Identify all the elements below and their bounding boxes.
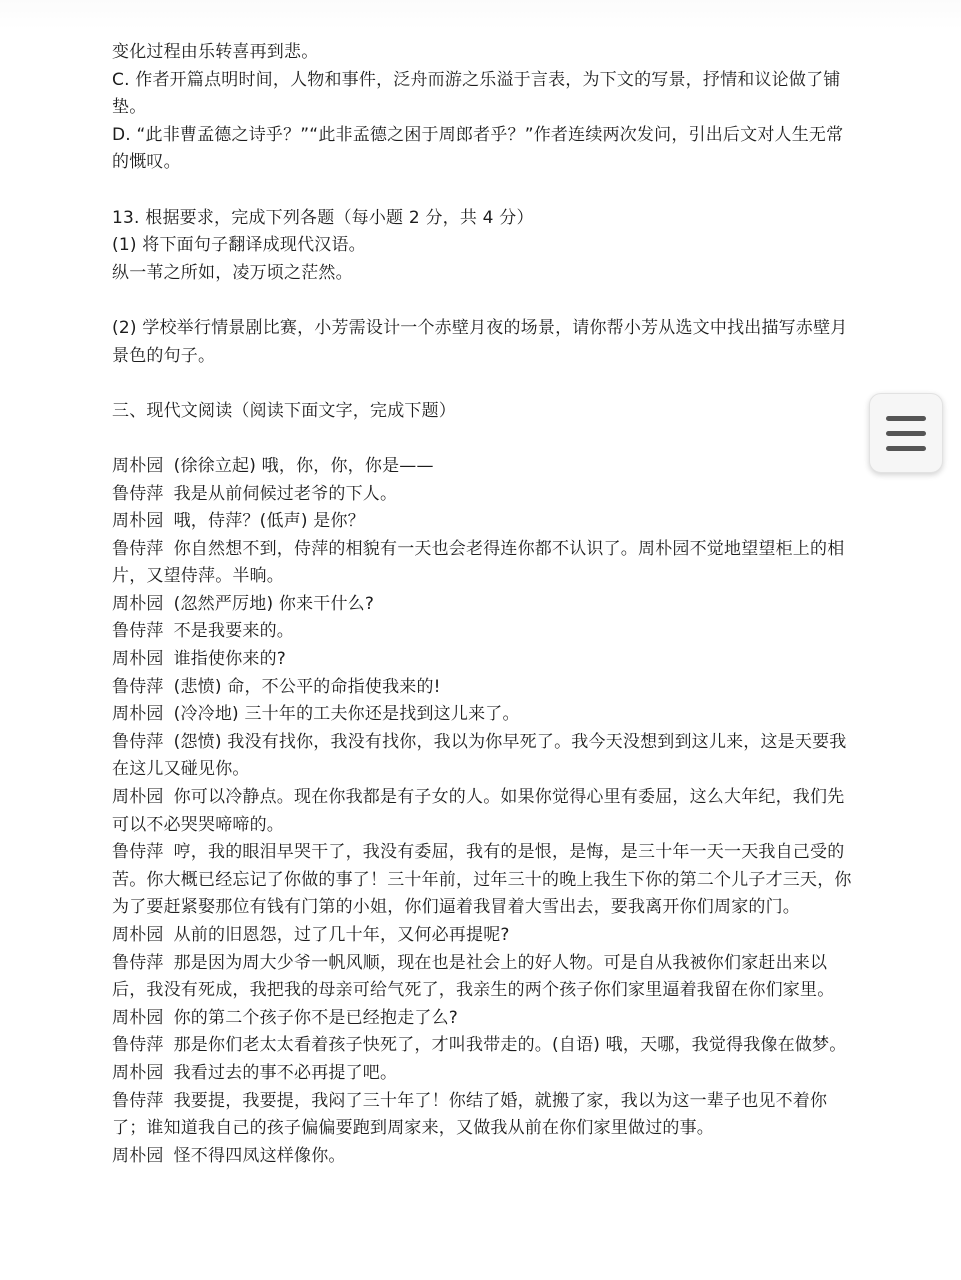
dialogue-text: 哼，我的眼泪早哭干了，我没有委屈，我有的是恨，是悔，是三十年一天一天我自己受的苦。你大概已经忘记了你做的事了！三十年前，过年三十的晚上我生下你的第二个儿子才三天，你为了要赶紧娶那位有钱有门第的小姐，你们逼着我冒着大雪出去，要我离开你们周家的门。 [112, 842, 852, 918]
question-13-sub1-label: (1) 将下面句子翻译成现代汉语。 [112, 235, 366, 256]
speaker-name: 周朴园 [112, 511, 164, 532]
dialogue-list [112, 453, 860, 1170]
dialogue-line [112, 646, 860, 674]
hamburger-menu-icon [886, 431, 926, 436]
dialogue-line [112, 1088, 860, 1143]
dialogue-line [112, 701, 860, 729]
question-13-title: 13. 根据要求，完成下列各题（每小题 2 分，共 4 分） [112, 207, 534, 228]
speaker-name: 周朴园 [112, 1145, 164, 1166]
speaker-name: 鲁侍萍 [112, 731, 164, 752]
section-3-heading: 三、现代文阅读（阅读下面文字，完成下题） [112, 400, 456, 421]
option-d: D. “此非曹孟德之诗乎？”“此非孟德之困于周郎者乎？”作者连续两次发问，引出后文对人生无常的慨叹。 [112, 124, 844, 173]
speaker-name: 周朴园 [112, 787, 164, 808]
dialogue-text: 你的第二个孩子你不是已经抱走了么? [173, 1007, 459, 1028]
dialogue-text: (悲愤) 命，不公平的命指使我来的! [173, 676, 441, 697]
spacer [112, 370, 860, 398]
speaker-name: 鲁侍萍 [112, 1035, 164, 1056]
speaker-name: 周朴园 [112, 593, 164, 614]
dialogue-text: 那是你们老太太看着孩子快死了，才叫我带走的。(自语) 哦，天哪，我觉得我像在做梦。 [173, 1035, 847, 1056]
dialogue-text: 哦，侍萍？(低声) 是你？ [173, 511, 365, 532]
dialogue-line [112, 536, 860, 591]
dialogue-text: 我是从前伺候过老爷的下人。 [173, 483, 398, 504]
speaker-name: 鲁侍萍 [112, 842, 164, 863]
dialogue-line [112, 453, 860, 481]
hamburger-menu-icon [886, 416, 926, 421]
dialogue-line [112, 729, 860, 784]
question-13-sub2: (2) 学校举行情景剧比赛，小芳需设计一个赤壁月夜的场景，请你帮小芳从选文中找出描写赤壁月景色的句子。 [112, 317, 848, 366]
speaker-name: 鲁侍萍 [112, 483, 164, 504]
dialogue-text: (冷冷地) 三十年的工夫你还是找到这儿来了。 [173, 704, 520, 725]
speaker-name: 鲁侍萍 [112, 952, 164, 973]
speaker-name: 周朴园 [112, 925, 164, 945]
speaker-name: 鲁侍萍 [112, 1090, 164, 1111]
dialogue-line [112, 1143, 860, 1171]
dialogue-line [112, 508, 860, 536]
spacer [112, 177, 860, 205]
dialogue-text: (徐徐立起) 哦，你，你，你是—— [173, 455, 434, 476]
speaker-name: 周朴园 [112, 649, 164, 670]
dialogue-line [112, 950, 860, 1005]
dialogue-text: (忽然严厉地) 你来干什么? [173, 593, 375, 614]
speaker-name: 鲁侍萍 [112, 538, 164, 559]
dialogue-text: 你可以冷静点。现在你我都是有子女的人。如果你觉得心里有委屈，这么大年纪，我们先可以不必哭哭啼啼的。 [112, 787, 845, 835]
dialogue-text: (怨愤) 我没有找你，我没有找你，我以为你早死了。我今天没想到到这儿来，这是天要我在这儿又碰见你。 [112, 731, 847, 780]
dialogue-line [112, 1005, 860, 1033]
question-13-sub1-text: 纵一苇之所如，凌万顷之茫然。 [112, 262, 353, 283]
hamburger-menu-icon [886, 446, 926, 451]
dialogue-text: 那是因为周大少爷一帆风顺，现在也是社会上的好人物。可是自从我被你们家赶出来以后，我没有死成，我把我的母亲可给气死了，我亲生的两个孩子你们家里逼着我留在你们家里。 [112, 952, 835, 1001]
speaker-name: 周朴园 [112, 704, 164, 725]
spacer [112, 425, 860, 453]
speaker-name: 周朴园 [112, 1007, 164, 1028]
dialogue-text: 我要提，我要提，我闷了三十年了！你结了婚，就搬了家，我以为这一辈子也见不着你了；谁知道我自己的孩子偏偏要跑到周家来，又做我从前在你们家里做过的事。 [112, 1090, 828, 1139]
dialogue-line [112, 922, 860, 950]
speaker-name: 鲁侍萍 [112, 676, 164, 697]
dialogue-line [112, 1060, 860, 1088]
dialogue-text: 不是我要来的。 [173, 621, 295, 642]
dialogue-text: 怪不得四凤这样像你。 [173, 1145, 346, 1166]
dialogue-line [112, 674, 860, 702]
dialogue-line [112, 618, 860, 646]
dialogue-line [112, 1032, 860, 1060]
spacer [112, 287, 860, 315]
dialogue-text: 从前的旧恩怨，过了几十年，又何必再提呢? [173, 925, 510, 945]
dialogue-line [112, 784, 860, 839]
dialogue-line [112, 591, 860, 619]
dialogue-text: 你自然想不到，侍萍的相貌有一天也会老得连你都不认识了。周朴园不觉地望望柜上的相片，又望侍萍。半晌。 [112, 538, 845, 587]
dialogue-line [112, 481, 860, 509]
document-body [112, 39, 860, 1170]
hamburger-menu-button[interactable] [869, 393, 943, 473]
speaker-name: 周朴园 [112, 1062, 164, 1083]
speaker-name: 鲁侍萍 [112, 621, 164, 642]
intro-line: 变化过程由乐转喜再到悲。 [112, 42, 319, 62]
option-c: C. 作者开篇点明时间，人物和事件，泛舟而游之乐溢于言表，为下文的写景，抒情和议论做了铺垫。 [112, 69, 841, 118]
speaker-name: 周朴园 [112, 455, 164, 476]
dialogue-text: 我看过去的事不必再提了吧。 [173, 1062, 398, 1083]
dialogue-line [112, 839, 860, 922]
dialogue-text: 谁指使你来的? [173, 649, 287, 670]
